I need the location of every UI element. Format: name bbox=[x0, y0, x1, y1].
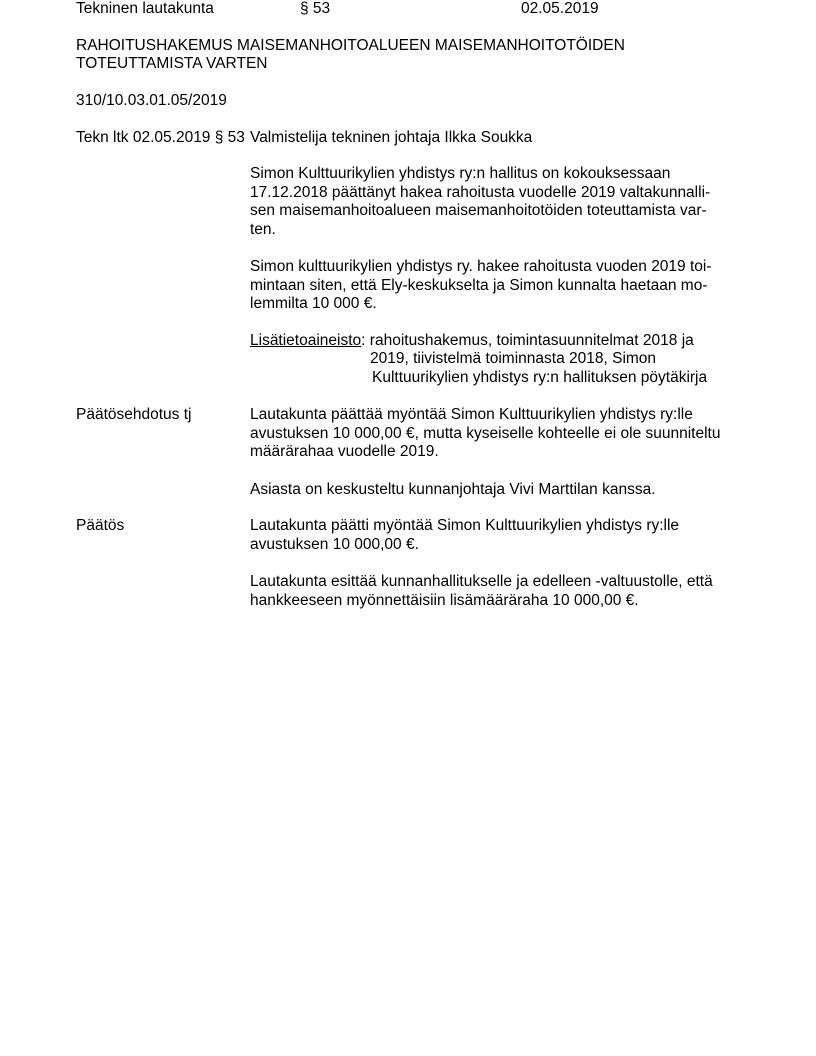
text-line: Lautakunta päättää myöntää Simon Kulttuurikylien yhdistys ry:lle bbox=[250, 406, 693, 423]
body-paragraph-1 bbox=[250, 165, 740, 239]
decision-label: Päätös bbox=[76, 517, 125, 534]
text-line: 17.12.2018 päättänyt hakea rahoitusta vuodelle 2019 valtakunnalli- bbox=[250, 183, 711, 201]
attachments-row bbox=[250, 332, 694, 350]
text-line: Lautakunta esittää kunnanhallitukselle ja edelleen -valtuustolle, että bbox=[250, 573, 713, 590]
proposal-paragraph-1 bbox=[250, 406, 740, 462]
proposal-paragraph-2: Asiasta on keskusteltu kunnanjohtaja Vivi Marttilan kanssa. bbox=[250, 481, 656, 498]
text-line: Simon Kulttuurikylien yhdistys ry:n hallitus on kokouksessaan bbox=[250, 165, 671, 182]
attachments-line-3: Kulttuurikylien yhdistys ry:n hallituksen pöytäkirja bbox=[372, 369, 708, 386]
decision-paragraph-2 bbox=[250, 573, 740, 610]
committee-name: Tekninen lautakunta bbox=[76, 0, 214, 17]
decision-paragraph-1 bbox=[250, 517, 740, 554]
document-title-line-1: RAHOITUSHAKEMUS MAISEMANHOITOALUEEN MAISEMANHOITOTÖIDEN bbox=[76, 37, 625, 54]
text-line: Lautakunta päätti myöntää Simon Kulttuurikylien yhdistys ry:lle bbox=[250, 517, 680, 534]
preparer-text: Valmistelija tekninen johtaja Ilkka Soukka bbox=[250, 129, 533, 146]
meeting-date: 02.05.2019 bbox=[521, 0, 599, 17]
text-line: hankkeeseen myönnettäisiin lisämääräraha 10 000,00 €. bbox=[250, 591, 639, 609]
preparer-reference: Tekn ltk 02.05.2019 § 53 bbox=[76, 129, 245, 146]
text-line: avustuksen 10 000,00 €. bbox=[250, 535, 419, 553]
section-number: § 53 bbox=[300, 0, 331, 17]
text-line: sen maisemanhoitoalueen maisemanhoitotöiden toteuttamista var- bbox=[250, 202, 707, 220]
text-line: Simon kulttuurikylien yhdistys ry. hakee rahoitusta vuoden 2019 toi- bbox=[250, 258, 712, 275]
attachments-label: Lisätietoaineisto bbox=[250, 332, 362, 349]
attachments-separator: : bbox=[361, 332, 366, 349]
text-line: ten. bbox=[250, 220, 276, 238]
text-line: määrärahaa vuodelle 2019. bbox=[250, 443, 439, 461]
diary-number: 310/10.03.01.05/2019 bbox=[76, 92, 227, 109]
text-line: lemmilta 10 000 €. bbox=[250, 295, 377, 313]
attachments-line-2: 2019, tiivistelmä toiminnasta 2018, Simon bbox=[370, 350, 657, 367]
document-title-line-2: TOTEUTTAMISTA VARTEN bbox=[76, 55, 268, 72]
attachments-line-1: rahoitushakemus, toimintasuunnitelmat 2018 ja bbox=[365, 332, 694, 349]
text-line: mintaan siten, että Ely-keskukselta ja Simon kunnalta haetaan mo- bbox=[250, 276, 708, 294]
proposal-label: Päätösehdotus tj bbox=[76, 406, 192, 423]
body-paragraph-2 bbox=[250, 258, 740, 314]
text-line: avustuksen 10 000,00 €, mutta kyseiselle kohteelle ei ole suunniteltu bbox=[250, 424, 721, 442]
